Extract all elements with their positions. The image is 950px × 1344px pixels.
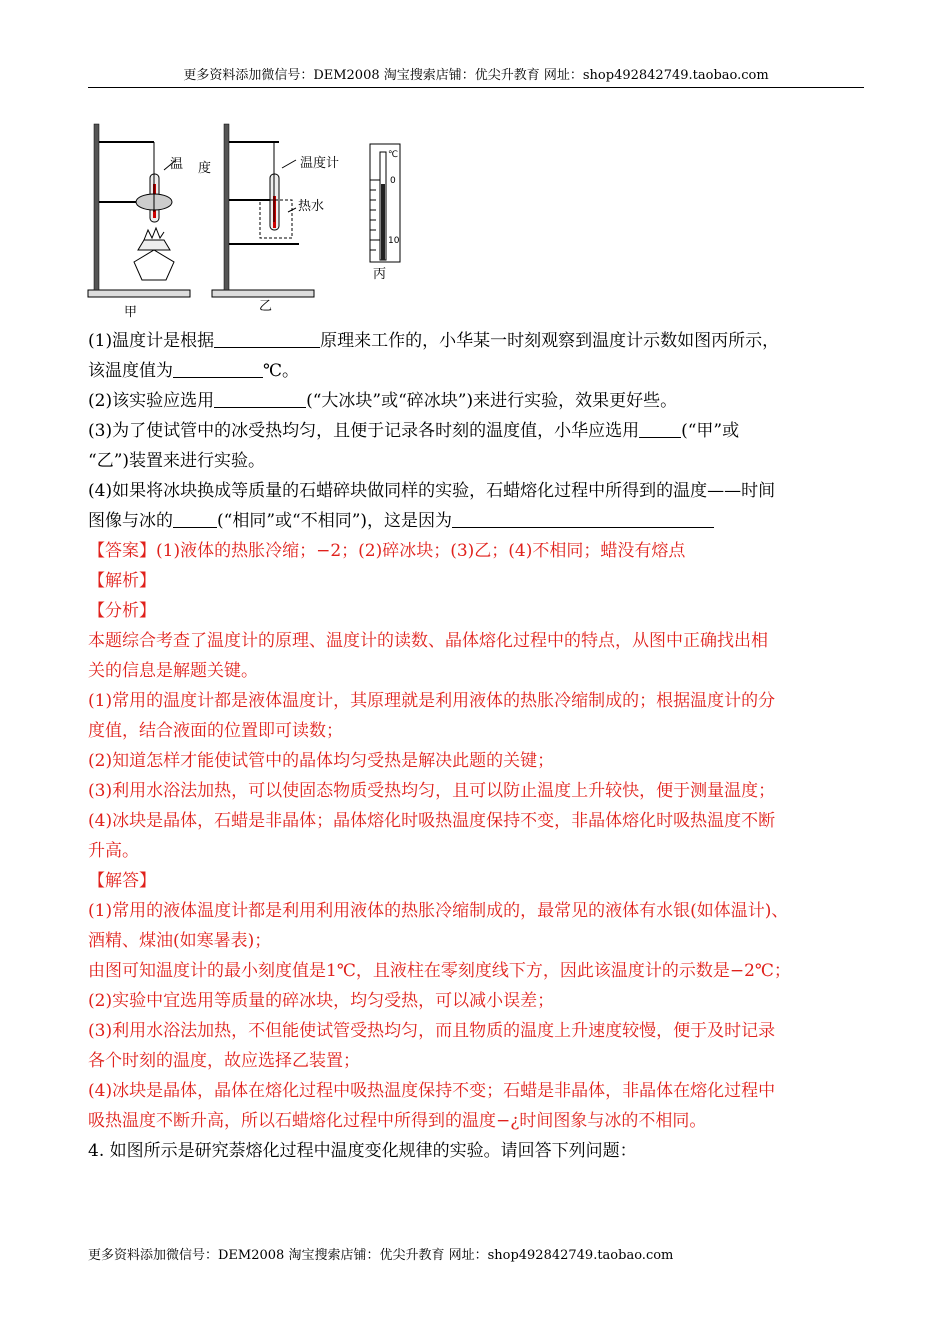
label-wendu-b: 度 <box>198 161 212 176</box>
fenxi-line: 本题综合考查了温度计的原理、温度计的读数、晶体熔化过程中的特点，从图中正确找出相 <box>88 631 768 651</box>
fenxi-line: (1)常用的温度计都是液体温度计，其原理就是利用液体的热胀冷缩制成的；根据温度计的分 <box>88 691 776 711</box>
jiexi-tag: 【解析】 <box>88 571 156 591</box>
page-header: 更多资料添加微信号：DEM2008 淘宝搜索店铺：优尖升教育 网址：shop492842749.taobao.com <box>183 68 769 83</box>
jieda-line: 酒精、煤油(如寒暑表)； <box>88 931 272 951</box>
jieda-line: 各个时刻的温度，故应选择乙装置； <box>88 1051 360 1071</box>
jieda-line: (1)常用的液体温度计都是利用利用液体的热胀冷缩制成的，最常见的液体有水银(如体温计)、 <box>88 901 789 921</box>
answer-tag: 【答案】 <box>88 541 156 561</box>
label-bing: 丙 <box>373 267 387 282</box>
fenxi-line: 关的信息是解题关键。 <box>88 661 258 681</box>
setup-yi <box>212 124 339 314</box>
label-wendu-a: 温 <box>170 157 184 172</box>
label-hotwater: 热水 <box>298 199 325 214</box>
q1-blank-principle[interactable] <box>214 329 320 348</box>
next-question: 4. 如图所示是研究萘熔化过程中温度变化规律的实验。请回答下列问题： <box>88 1141 637 1161</box>
q3-line1 <box>88 416 868 446</box>
label-jia: 甲 <box>124 305 138 320</box>
q1-line1 <box>88 326 868 356</box>
fenxi-tag: 【分析】 <box>88 601 156 621</box>
header-rule <box>88 87 864 88</box>
experiment-figure <box>84 112 414 320</box>
fenxi-line: (4)冰块是晶体，石蜡是非晶体；晶体熔化时吸热温度保持不变，非晶体熔化时吸热温度不断 <box>88 811 776 831</box>
answer-line <box>88 536 868 566</box>
q3-line1-suffix: (“甲”或 <box>681 421 740 441</box>
q2-line <box>88 386 868 416</box>
jieda-line: (2)实验中宜选用等质量的碎冰块，均匀受热，可以减小误差； <box>88 991 555 1011</box>
fenxi-line: 度值，结合液面的位置即可读数； <box>88 721 343 741</box>
q1-line2-suffix: ℃。 <box>263 361 300 381</box>
q3-line1-prefix: (3)为了使试管中的冰受热均匀，且便于记录各时刻的温度值，小华应选用 <box>88 421 640 441</box>
fenxi-line: 升高。 <box>88 841 139 861</box>
q1-line2 <box>88 356 868 386</box>
q3-blank[interactable] <box>639 419 681 438</box>
jieda-line: 由图可知温度计的最小刻度值是1℃，且液柱在零刻度线下方，因此该温度计的示数是−2℃； <box>88 961 791 981</box>
answer-text: (1)液体的热胀冷缩；−2；(2)碎冰块；(3)乙；(4)不相同；蜡没有熔点 <box>156 541 686 561</box>
q4-line2-mid: (“相同”或“不相同”)，这是因为 <box>217 511 453 531</box>
jieda-line: (3)利用水浴法加热，不但能使试管受热均匀，而且物质的温度上升速度较慢，便于及时记录 <box>88 1021 776 1041</box>
content <box>88 326 868 1166</box>
q2-blank[interactable] <box>214 389 306 408</box>
q4-line2-prefix: 图像与冰的 <box>88 511 173 531</box>
thermometer-bing <box>370 144 400 282</box>
q4-line1: (4)如果将冰块换成等质量的石蜡碎块做同样的实验，石蜡熔化过程中所得到的温度——时间 <box>88 481 776 501</box>
q1-prefix: (1)温度计是根据 <box>88 331 215 351</box>
scale-zero: 0 <box>390 176 396 186</box>
scale-unit: ℃ <box>388 150 399 160</box>
jieda-tag: 【解答】 <box>88 871 156 891</box>
q4-line2 <box>88 506 868 536</box>
q1-mid: 原理来工作的，小华某一时刻观察到温度计示数如图丙所示， <box>320 331 780 351</box>
page-footer: 更多资料添加微信号：DEM2008 淘宝搜索店铺：优尖升教育 网址：shop492842749.taobao.com <box>88 1248 674 1263</box>
q3-line2: “乙”)装置来进行实验。 <box>88 451 266 471</box>
label-yi: 乙 <box>259 299 273 314</box>
label-thermometer: 温度计 <box>300 156 340 171</box>
q2-suffix: (“大冰块”或“碎冰块”)来进行实验，效果更好些。 <box>306 391 678 411</box>
fenxi-line: (3)利用水浴法加热，可以使固态物质受热均匀，且可以防止温度上升较快，便于测量温度； <box>88 781 776 801</box>
q2-prefix: (2)该实验应选用 <box>88 391 215 411</box>
fenxi-line: (2)知道怎样才能使试管中的晶体均匀受热是解决此题的关键； <box>88 751 555 771</box>
scale-ten: 10 <box>388 236 400 246</box>
setup-jia <box>88 124 211 320</box>
q1-line2-prefix: 该温度值为 <box>88 361 173 381</box>
jieda-line: 吸热温度不断升高，所以石蜡熔化过程中所得到的温度−¿时间图象与冰的不相同。 <box>88 1111 707 1131</box>
q1-blank-temp[interactable] <box>173 359 263 378</box>
jieda-line: (4)冰块是晶体，晶体在熔化过程中吸热温度保持不变；石蜡是非晶体，非晶体在熔化过程中 <box>88 1081 776 1101</box>
q4-blank-same[interactable] <box>173 509 217 528</box>
q4-blank-reason[interactable] <box>452 509 714 528</box>
